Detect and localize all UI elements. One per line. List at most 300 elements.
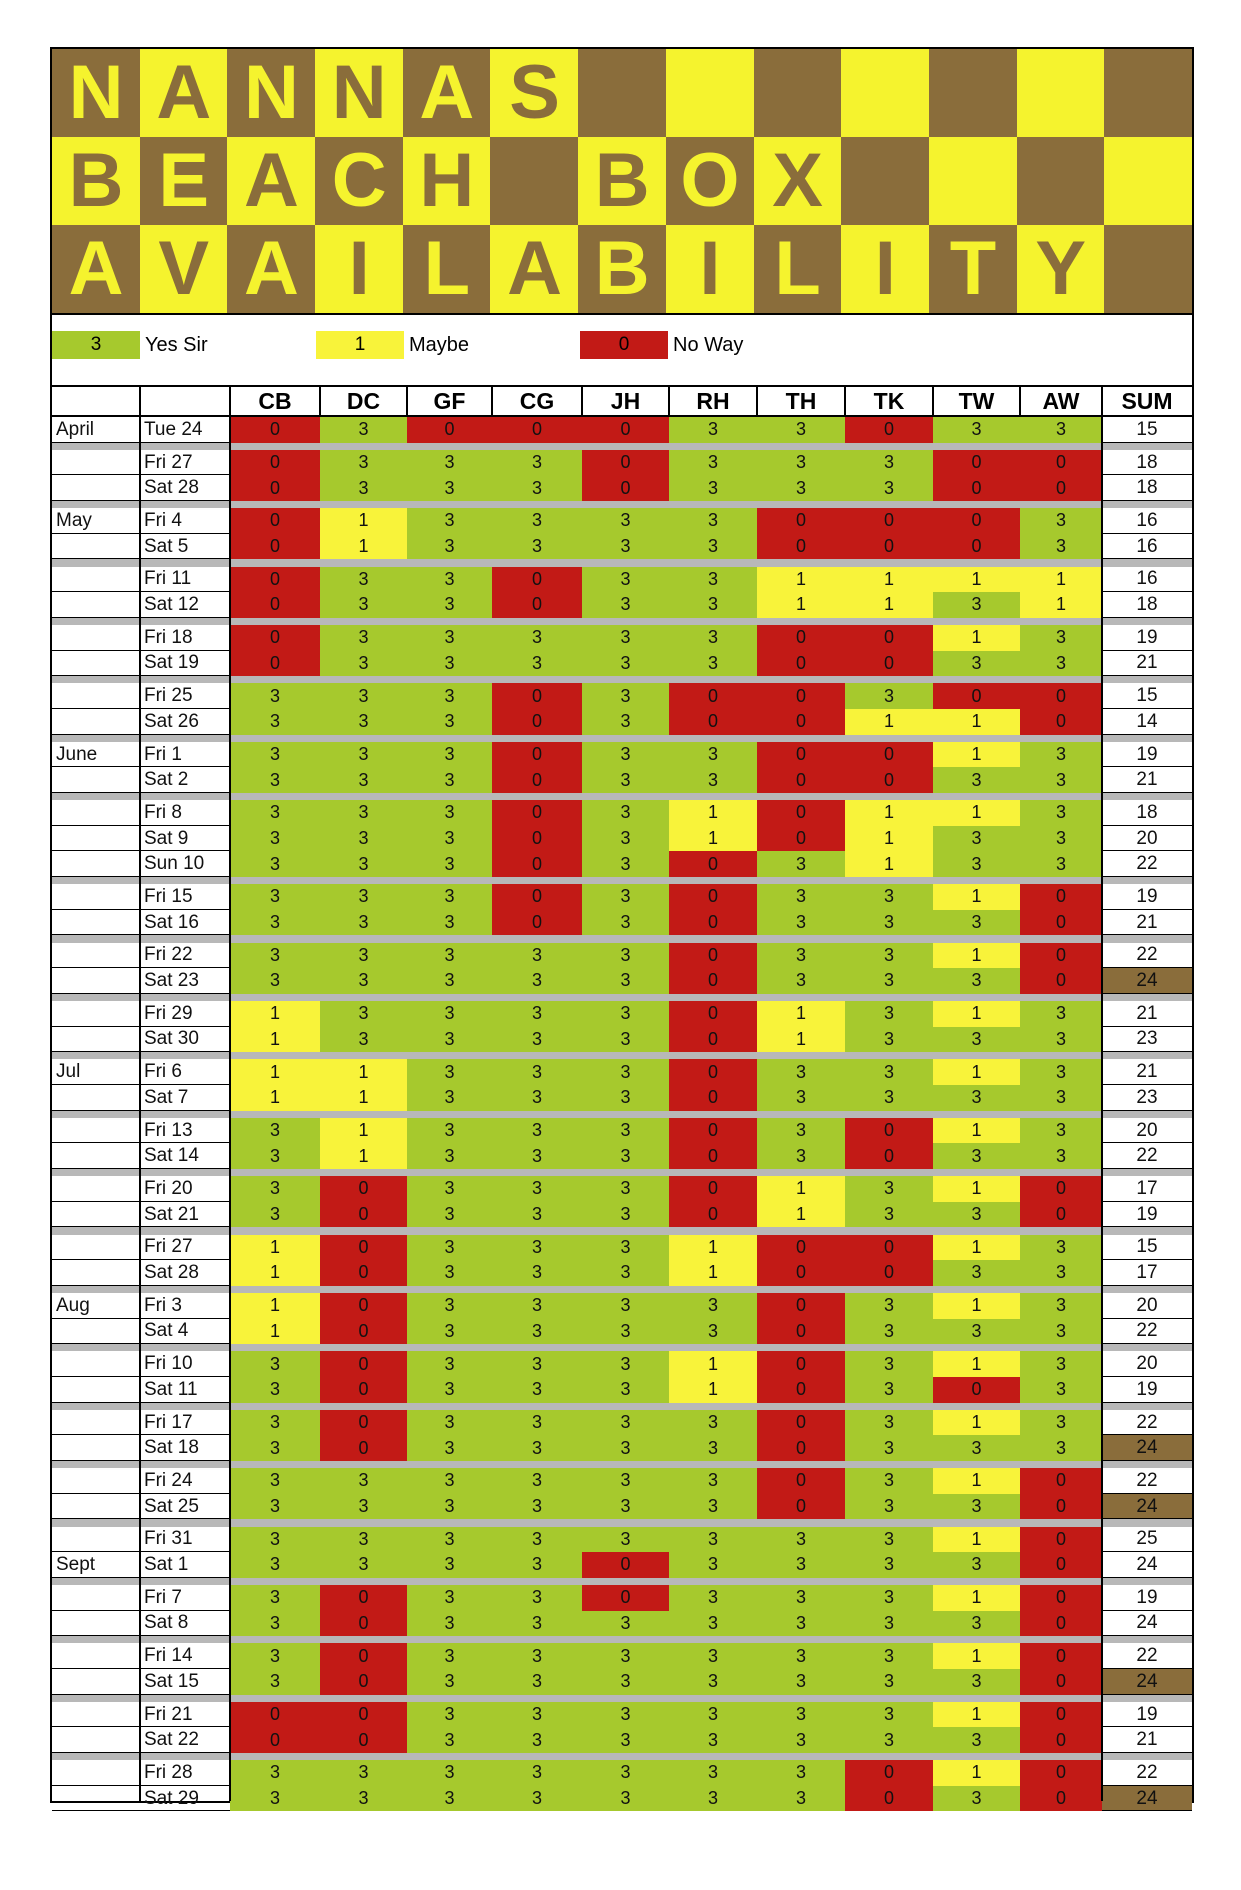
availability-cell: 3 xyxy=(845,1027,933,1053)
availability-cell: 3 xyxy=(757,1552,845,1578)
date-label: Fri 20 xyxy=(144,1177,193,1199)
group-separator xyxy=(52,1753,1192,1760)
availability-cell: 3 xyxy=(582,742,669,768)
date-label: Fri 22 xyxy=(144,944,193,966)
date-label: Fri 25 xyxy=(144,685,193,707)
column-header-tw: TW xyxy=(958,388,995,414)
availability-table xyxy=(52,49,1192,1809)
title-letter-cell: A xyxy=(403,49,491,137)
availability-cell: 3 xyxy=(845,450,933,476)
date-label: Fri 21 xyxy=(144,1703,193,1725)
date-label: Sat 30 xyxy=(144,1028,199,1050)
availability-cell: 0 xyxy=(1020,475,1102,501)
sum-cell: 24 xyxy=(1102,1494,1192,1520)
availability-cell: 3 xyxy=(407,450,492,476)
availability-cell: 0 xyxy=(492,826,582,852)
availability-cell: 3 xyxy=(669,625,757,651)
availability-cell: 3 xyxy=(582,910,669,936)
availability-cell: 3 xyxy=(669,767,757,793)
availability-cell: 3 xyxy=(320,651,407,677)
availability-cell: 0 xyxy=(845,1235,933,1261)
availability-cell: 3 xyxy=(407,1435,492,1461)
availability-cell: 0 xyxy=(1020,1786,1102,1812)
availability-cell: 0 xyxy=(1020,683,1102,709)
availability-cell: 3 xyxy=(230,1377,320,1403)
title-letter-cell: Y xyxy=(1017,225,1105,313)
date-label: Fri 27 xyxy=(144,451,193,473)
column-header-aw: AW xyxy=(1042,388,1080,414)
month-label xyxy=(52,1786,140,1812)
title-letter-cell: N xyxy=(227,49,315,137)
availability-cell: 3 xyxy=(1020,625,1102,651)
availability-cell: 0 xyxy=(1020,1176,1102,1202)
column-rule xyxy=(139,385,141,1801)
sum-cell: 21 xyxy=(1136,1729,1158,1751)
header-column-rule xyxy=(581,385,583,416)
sum-cell: 19 xyxy=(1136,626,1158,648)
date-label: Sat 28 xyxy=(144,1261,199,1283)
date-label: Sun 10 xyxy=(144,853,205,875)
availability-cell: 3 xyxy=(582,1410,669,1436)
availability-cell: 0 xyxy=(669,709,757,735)
sum-cell: 14 xyxy=(1136,710,1158,732)
availability-cell: 1 xyxy=(757,1202,845,1228)
availability-cell: 0 xyxy=(492,767,582,793)
availability-cell: 3 xyxy=(320,742,407,768)
title-letter-cell: T xyxy=(929,225,1017,313)
availability-cell: 3 xyxy=(933,767,1020,793)
sum-cell: 15 xyxy=(1136,418,1158,440)
availability-cell: 3 xyxy=(669,1669,757,1695)
availability-cell: 3 xyxy=(582,1235,669,1261)
availability-cell: 1 xyxy=(933,1118,1020,1144)
availability-cell: 3 xyxy=(669,592,757,618)
availability-cell: 3 xyxy=(230,1786,320,1812)
availability-cell: 3 xyxy=(407,742,492,768)
availability-cell: 3 xyxy=(492,1202,582,1228)
availability-cell: 0 xyxy=(1020,884,1102,910)
availability-cell: 3 xyxy=(407,1611,492,1637)
availability-cell: 0 xyxy=(757,683,845,709)
date-label: Sat 25 xyxy=(144,1495,199,1517)
availability-cell: 0 xyxy=(845,417,933,443)
availability-cell: 3 xyxy=(845,1585,933,1611)
availability-cell: 3 xyxy=(582,1727,669,1753)
availability-cell: 0 xyxy=(492,742,582,768)
title-letter-cell: A xyxy=(52,225,140,313)
availability-cell: 3 xyxy=(845,1202,933,1228)
availability-cell: 0 xyxy=(845,1760,933,1786)
availability-cell: 3 xyxy=(407,1527,492,1553)
availability-cell: 1 xyxy=(933,1585,1020,1611)
availability-cell: 3 xyxy=(582,1435,669,1461)
availability-cell: 3 xyxy=(669,651,757,677)
availability-cell: 3 xyxy=(757,1727,845,1753)
availability-cell: 3 xyxy=(320,884,407,910)
availability-cell: 3 xyxy=(757,450,845,476)
title-letter-cell: O xyxy=(666,137,754,225)
availability-cell: 3 xyxy=(757,1702,845,1728)
month-label xyxy=(52,1027,140,1053)
sum-cell: 20 xyxy=(1136,1294,1158,1316)
availability-cell: 3 xyxy=(845,1085,933,1111)
availability-cell: 3 xyxy=(230,1760,320,1786)
availability-cell: 0 xyxy=(757,1235,845,1261)
month-label: Jul xyxy=(56,1061,81,1083)
group-separator xyxy=(52,501,1192,508)
availability-cell: 0 xyxy=(492,417,582,443)
sum-cell: 22 xyxy=(1136,1145,1158,1167)
availability-cell: 1 xyxy=(757,1001,845,1027)
availability-cell: 3 xyxy=(407,475,492,501)
availability-cell: 3 xyxy=(933,1611,1020,1637)
availability-cell: 3 xyxy=(1020,1260,1102,1286)
availability-cell: 3 xyxy=(407,1702,492,1728)
group-separator xyxy=(52,1227,1192,1234)
sum-cell: 18 xyxy=(1136,593,1158,615)
sum-cell: 21 xyxy=(1136,1002,1158,1024)
availability-cell: 1 xyxy=(933,943,1020,969)
group-separator xyxy=(52,1344,1192,1351)
availability-cell: 0 xyxy=(757,1435,845,1461)
availability-cell: 3 xyxy=(492,1760,582,1786)
date-label: Tue 24 xyxy=(144,418,203,440)
availability-cell: 1 xyxy=(933,1351,1020,1377)
title-letter-cell: A xyxy=(227,225,315,313)
availability-cell: 1 xyxy=(230,1085,320,1111)
availability-cell: 0 xyxy=(492,683,582,709)
availability-cell: 1 xyxy=(933,625,1020,651)
availability-cell: 0 xyxy=(1020,1552,1102,1578)
sum-cell: 22 xyxy=(1136,1320,1158,1342)
availability-cell: 1 xyxy=(669,826,757,852)
availability-cell: 3 xyxy=(407,1202,492,1228)
availability-cell: 0 xyxy=(582,417,669,443)
availability-cell: 3 xyxy=(582,767,669,793)
availability-cell: 3 xyxy=(845,475,933,501)
availability-cell: 3 xyxy=(582,592,669,618)
month-label xyxy=(52,625,140,651)
availability-cell: 3 xyxy=(407,592,492,618)
availability-cell: 3 xyxy=(582,1494,669,1520)
availability-cell: 0 xyxy=(582,475,669,501)
availability-cell: 3 xyxy=(492,1118,582,1144)
month-label xyxy=(52,800,140,826)
availability-cell: 3 xyxy=(407,826,492,852)
availability-cell: 3 xyxy=(669,475,757,501)
availability-cell: 3 xyxy=(320,567,407,593)
availability-cell: 3 xyxy=(582,1377,669,1403)
date-label: Fri 1 xyxy=(144,743,182,765)
availability-cell: 3 xyxy=(669,450,757,476)
availability-cell: 0 xyxy=(757,826,845,852)
availability-cell: 3 xyxy=(230,742,320,768)
availability-cell: 0 xyxy=(320,1643,407,1669)
group-separator xyxy=(52,618,1192,625)
date-label: Sat 15 xyxy=(144,1670,199,1692)
availability-cell: 3 xyxy=(407,534,492,560)
availability-cell: 0 xyxy=(669,968,757,994)
availability-cell: 3 xyxy=(407,1669,492,1695)
availability-cell: 3 xyxy=(845,1377,933,1403)
availability-cell: 1 xyxy=(320,1059,407,1085)
availability-cell: 3 xyxy=(230,1410,320,1436)
availability-cell: 3 xyxy=(492,1351,582,1377)
availability-cell: 0 xyxy=(933,1377,1020,1403)
group-separator xyxy=(52,877,1192,884)
availability-cell: 3 xyxy=(582,1202,669,1228)
availability-cell: 3 xyxy=(230,767,320,793)
availability-cell: 3 xyxy=(669,1727,757,1753)
availability-cell: 3 xyxy=(845,1059,933,1085)
group-separator xyxy=(52,1578,1192,1585)
header-column-rule xyxy=(668,385,670,416)
availability-cell: 3 xyxy=(407,1494,492,1520)
sum-cell: 21 xyxy=(1136,1061,1158,1083)
availability-cell: 3 xyxy=(1020,508,1102,534)
availability-cell: 3 xyxy=(582,943,669,969)
date-label: Fri 31 xyxy=(144,1528,193,1550)
availability-cell: 0 xyxy=(757,651,845,677)
availability-cell: 0 xyxy=(1020,943,1102,969)
month-label xyxy=(52,910,140,936)
date-label: Sat 14 xyxy=(144,1145,199,1167)
availability-cell: 3 xyxy=(320,1468,407,1494)
availability-cell: 3 xyxy=(492,1727,582,1753)
availability-cell: 3 xyxy=(582,1611,669,1637)
availability-cell: 0 xyxy=(757,1468,845,1494)
availability-cell: 3 xyxy=(582,1001,669,1027)
availability-cell: 3 xyxy=(492,1494,582,1520)
availability-cell: 3 xyxy=(230,884,320,910)
availability-cell: 0 xyxy=(1020,1527,1102,1553)
availability-cell: 3 xyxy=(757,910,845,936)
availability-cell: 0 xyxy=(230,1727,320,1753)
availability-cell: 1 xyxy=(230,1001,320,1027)
availability-cell: 1 xyxy=(845,709,933,735)
availability-cell: 3 xyxy=(757,1669,845,1695)
title-letter-cell: A xyxy=(140,49,228,137)
availability-cell: 3 xyxy=(582,683,669,709)
title-letter-cell: I xyxy=(666,225,754,313)
availability-cell: 1 xyxy=(320,1143,407,1169)
availability-cell: 3 xyxy=(407,1027,492,1053)
availability-cell: 1 xyxy=(933,1410,1020,1436)
header-column-rule xyxy=(844,385,846,416)
availability-cell: 3 xyxy=(407,1410,492,1436)
availability-cell: 0 xyxy=(320,1351,407,1377)
availability-cell: 0 xyxy=(845,508,933,534)
title-letter-cell: B xyxy=(578,225,666,313)
availability-cell: 3 xyxy=(1020,1118,1102,1144)
group-separator xyxy=(52,935,1192,942)
sum-cell: 20 xyxy=(1136,1119,1158,1141)
availability-cell: 3 xyxy=(230,1611,320,1637)
availability-cell: 3 xyxy=(669,1585,757,1611)
availability-cell: 3 xyxy=(669,1435,757,1461)
availability-cell: 3 xyxy=(407,1351,492,1377)
month-label xyxy=(52,1202,140,1228)
availability-cell: 0 xyxy=(320,1260,407,1286)
title-letter-cell: N xyxy=(315,49,403,137)
availability-cell: 3 xyxy=(320,1527,407,1553)
availability-cell: 3 xyxy=(492,1377,582,1403)
availability-cell: 3 xyxy=(492,1260,582,1286)
availability-cell: 3 xyxy=(933,1435,1020,1461)
availability-cell: 3 xyxy=(407,1293,492,1319)
availability-cell: 3 xyxy=(933,1027,1020,1053)
month-label xyxy=(52,968,140,994)
availability-cell: 3 xyxy=(320,592,407,618)
availability-cell: 3 xyxy=(933,1202,1020,1228)
availability-cell: 3 xyxy=(492,1468,582,1494)
column-header-jh: JH xyxy=(610,388,641,414)
availability-cell: 0 xyxy=(845,1143,933,1169)
availability-cell: 0 xyxy=(320,1435,407,1461)
availability-cell: 0 xyxy=(230,475,320,501)
availability-cell: 0 xyxy=(757,1260,845,1286)
availability-cell: 3 xyxy=(757,1118,845,1144)
availability-cell: 3 xyxy=(582,625,669,651)
sum-cell: 18 xyxy=(1136,477,1158,499)
availability-cell: 3 xyxy=(1020,851,1102,877)
availability-cell: 0 xyxy=(757,625,845,651)
availability-cell: 3 xyxy=(1020,1319,1102,1345)
availability-cell: 3 xyxy=(230,1494,320,1520)
availability-cell: 3 xyxy=(320,625,407,651)
availability-cell: 1 xyxy=(933,884,1020,910)
month-label: April xyxy=(56,418,95,440)
availability-cell: 0 xyxy=(757,1410,845,1436)
availability-cell: 3 xyxy=(230,826,320,852)
date-label: Sat 2 xyxy=(144,769,189,791)
sum-cell: 19 xyxy=(1136,885,1158,907)
availability-cell: 3 xyxy=(492,1027,582,1053)
availability-cell: 3 xyxy=(407,910,492,936)
availability-cell: 3 xyxy=(933,851,1020,877)
availability-cell: 0 xyxy=(757,1319,845,1345)
availability-cell: 3 xyxy=(492,1585,582,1611)
legend-swatch: 1 xyxy=(316,331,404,359)
availability-cell: 3 xyxy=(320,1001,407,1027)
month-label xyxy=(52,1410,140,1436)
sum-cell: 22 xyxy=(1136,1761,1158,1783)
availability-cell: 3 xyxy=(407,1260,492,1286)
availability-cell: 0 xyxy=(230,534,320,560)
title-letter-cell: V xyxy=(140,225,228,313)
header-column-rule xyxy=(756,385,758,416)
date-label: Fri 3 xyxy=(144,1294,182,1316)
header-column-rule xyxy=(932,385,934,416)
availability-cell: 3 xyxy=(407,1085,492,1111)
date-label: Fri 7 xyxy=(144,1586,182,1608)
availability-cell: 3 xyxy=(933,1260,1020,1286)
availability-cell: 0 xyxy=(669,1176,757,1202)
availability-cell: 3 xyxy=(845,1468,933,1494)
availability-cell: 0 xyxy=(757,1377,845,1403)
availability-cell: 1 xyxy=(933,1235,1020,1261)
sum-cell: 23 xyxy=(1136,1086,1158,1108)
availability-cell: 3 xyxy=(230,1435,320,1461)
availability-cell: 3 xyxy=(230,1585,320,1611)
availability-cell: 3 xyxy=(582,1702,669,1728)
availability-cell: 1 xyxy=(669,1260,757,1286)
availability-cell: 3 xyxy=(845,1435,933,1461)
sum-cell: 22 xyxy=(1136,1469,1158,1491)
sum-cell: 22 xyxy=(1136,1645,1158,1667)
availability-cell: 3 xyxy=(933,1669,1020,1695)
availability-cell: 3 xyxy=(757,1527,845,1553)
date-label: Sat 22 xyxy=(144,1729,199,1751)
availability-cell: 0 xyxy=(669,943,757,969)
month-label xyxy=(52,1527,140,1553)
availability-cell: 0 xyxy=(845,742,933,768)
availability-cell: 3 xyxy=(407,709,492,735)
availability-cell: 3 xyxy=(757,851,845,877)
availability-cell: 0 xyxy=(1020,1702,1102,1728)
availability-cell: 3 xyxy=(407,884,492,910)
title-letter-cell: N xyxy=(52,49,140,137)
availability-cell: 3 xyxy=(582,1786,669,1812)
month-label: Sept xyxy=(56,1553,96,1575)
month-label xyxy=(52,1669,140,1695)
availability-cell: 3 xyxy=(1020,1027,1102,1053)
availability-cell: 0 xyxy=(669,910,757,936)
availability-cell: 1 xyxy=(669,800,757,826)
availability-cell: 3 xyxy=(845,683,933,709)
availability-cell: 0 xyxy=(230,625,320,651)
availability-cell: 3 xyxy=(320,1027,407,1053)
availability-cell: 1 xyxy=(933,1760,1020,1786)
availability-cell: 3 xyxy=(407,508,492,534)
availability-cell: 0 xyxy=(1020,1585,1102,1611)
availability-cell: 3 xyxy=(320,1552,407,1578)
availability-cell: 3 xyxy=(845,1527,933,1553)
availability-cell: 0 xyxy=(320,1727,407,1753)
date-label: Fri 17 xyxy=(144,1411,193,1433)
availability-cell: 1 xyxy=(933,709,1020,735)
availability-cell: 1 xyxy=(845,567,933,593)
title-letter-cell: C xyxy=(315,137,403,225)
availability-cell: 0 xyxy=(757,1351,845,1377)
availability-cell: 3 xyxy=(492,1176,582,1202)
availability-cell: 3 xyxy=(492,1059,582,1085)
title-letter-cell: A xyxy=(490,225,578,313)
legend-label: No Way xyxy=(673,334,744,356)
availability-cell: 3 xyxy=(492,1143,582,1169)
availability-cell: 3 xyxy=(492,475,582,501)
availability-cell: 1 xyxy=(320,534,407,560)
column-header-gf: GF xyxy=(433,388,466,414)
sum-cell: 24 xyxy=(1102,1669,1192,1695)
title-letter-cell: L xyxy=(754,225,842,313)
sum-cell: 22 xyxy=(1136,1411,1158,1433)
availability-cell: 0 xyxy=(492,567,582,593)
availability-cell: 3 xyxy=(845,1001,933,1027)
month-label xyxy=(52,1176,140,1202)
sum-cell: 20 xyxy=(1136,1353,1158,1375)
title-letter-cell: E xyxy=(140,137,228,225)
date-label: Sat 12 xyxy=(144,593,199,615)
availability-cell: 3 xyxy=(1020,1435,1102,1461)
availability-cell: 3 xyxy=(492,1293,582,1319)
availability-cell: 3 xyxy=(492,1611,582,1637)
month-label xyxy=(52,1494,140,1520)
availability-cell: 3 xyxy=(492,1435,582,1461)
availability-cell: 0 xyxy=(1020,1643,1102,1669)
availability-cell: 0 xyxy=(669,683,757,709)
availability-cell: 0 xyxy=(933,475,1020,501)
